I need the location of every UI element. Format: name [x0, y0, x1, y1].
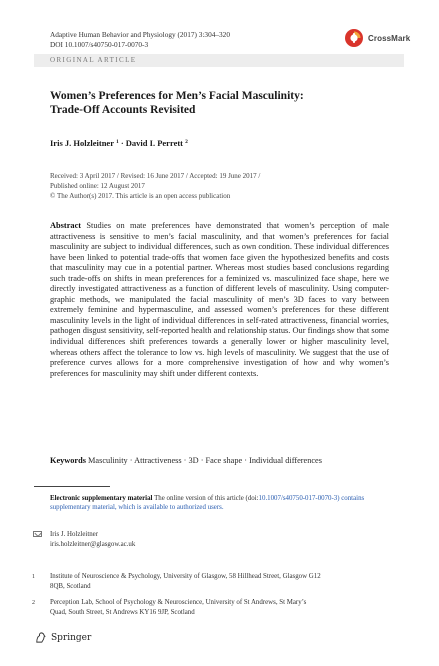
journal-reference: Adaptive Human Behavior and Physiology (2017) 3:304–320	[50, 30, 230, 39]
keywords-text: Masculinity · Attractiveness · 3D · Face shape · Individual differences	[88, 456, 322, 465]
journal-citation	[50, 30, 230, 50]
publisher-name: Springer	[51, 632, 92, 643]
title-line: Trade-Off Accounts Revisited	[50, 103, 196, 116]
crossmark-icon	[344, 28, 364, 48]
keywords-label: Keywords	[50, 456, 86, 465]
author-name[interactable]: David I. Perrett	[125, 138, 183, 148]
abstract	[50, 221, 389, 379]
esm-text-link[interactable]: ) contains supplementary material, which is available to authorized users.	[50, 495, 365, 511]
affiliation	[32, 598, 390, 618]
envelope-icon	[33, 531, 42, 537]
publisher-logo	[34, 631, 91, 644]
footnote-divider	[34, 486, 110, 487]
supplementary-note	[50, 494, 390, 512]
crossmark-label: CrossMark	[368, 33, 411, 43]
affiliation-number: 1	[32, 574, 35, 580]
author-list	[50, 138, 188, 148]
article-title	[50, 90, 390, 117]
affiliation-line: Institute of Neuroscience & Psychology, University of Glasgow, 58 Hillhead Street, Glasgow G12	[50, 573, 321, 580]
copyright-notice: © The Author(s) 2017. This article is an open access publication	[50, 192, 231, 200]
esm-label: Electronic supplementary material	[50, 495, 153, 502]
author-affiliation-mark: 2	[185, 139, 188, 145]
keywords	[50, 456, 389, 465]
correspondent-name: Iris J. Holzleitner	[50, 531, 99, 538]
history-dates: Received: 3 April 2017 / Revised: 16 June 2017 / Accepted: 19 June 2017 /	[50, 172, 261, 180]
author-separator: ·	[120, 138, 124, 148]
affiliation-number: 2	[32, 600, 35, 606]
abstract-text: Studies on mate preferences have demonstrated that women’s perception of male attractiveness is sensitive to men’s facial masculinity, and that women’s preferences for facial masculinity are subject to individual differences, such as own condition. These individual differences have been linked to potential trade-offs that women face given the hypothesized benefits and costs that masculinity may cue in a potential partner. Whereas most studies based conclusions regarding such trade-offs on shifts in mean preferences for a feminized vs. masculinized face shape, here we directly investigated attractiveness as a function of different levels of masculinity. Using computer-graphic methods, we manipulated the facial masculinity of men’s 3D faces to vary between extremely feminine and hypermasculine, and assessed women’s preferences for these different masculinity levels in the light of individual differences in self-rated attractiveness, financial worries, pathogen disgust sensitivity, self-reported health and relationship status. Our findings show that some individual differences shift preferences towards a generally lower or higher masculinity level, whereas others affect the tolerance to low vs. high levels of masculinity. We suggest that the use of preference curves allows for a more comprehensive investigation of how and why women’s preferences for masculinity may shift under different contexts.	[50, 221, 389, 378]
esm-text: The online version of this article (doi:	[154, 495, 259, 502]
author-name[interactable]: Iris J. Holzleitner	[50, 138, 114, 148]
springer-horse-icon	[34, 631, 47, 644]
title-line: Women’s Preferences for Men’s Facial Masculinity:	[50, 90, 304, 102]
affiliation-line: Quad, South Street, St Andrews KY16 9JP, Scotland	[50, 609, 195, 616]
esm-doi-link[interactable]: 10.1007/s40750-017-0070-3	[258, 495, 338, 502]
crossmark-badge[interactable]	[344, 28, 410, 48]
affiliation-line: 8QB, Scotland	[50, 583, 91, 590]
correspondent-email[interactable]: iris.holzleitner@glasgow.ac.uk	[50, 541, 136, 548]
affiliation	[32, 572, 390, 592]
author-affiliation-mark: 1	[115, 139, 119, 145]
published-date: Published online: 12 August 2017	[50, 182, 145, 190]
correspondence	[50, 530, 135, 550]
article-type: ORIGINAL ARTICLE	[50, 56, 137, 64]
doi-line: DOI 10.1007/s40750-017-0070-3	[50, 40, 149, 49]
publication-history	[50, 171, 260, 201]
abstract-label: Abstract	[50, 221, 82, 230]
affiliation-line: Perception Lab, School of Psychology & Neuroscience, University of St Andrews, St Mary’s	[50, 599, 307, 606]
